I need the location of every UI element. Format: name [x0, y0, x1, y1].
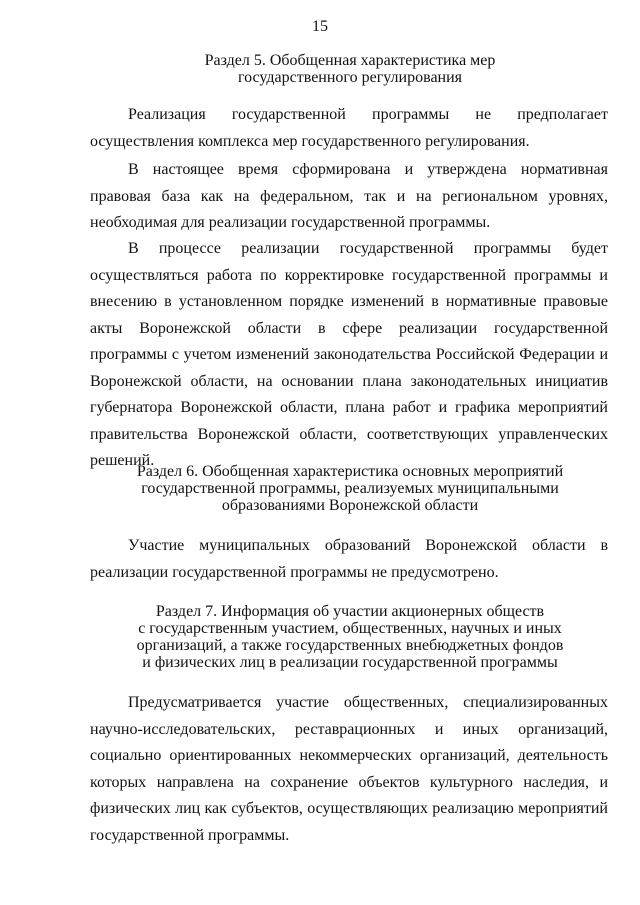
- section-6-paragraph-1: Участие муниципальных образований Воронежской области в реализации государственной программы не предусмотрено.: [90, 537, 608, 581]
- section-5-title-line-1: Раздел 5. Обобщенная характеристика мер: [204, 52, 496, 69]
- section-5-paragraph-3: В процессе реализации государственной программы будет осуществляться работа по корректировке государственной программы и внесению в установленном порядке изменений в нормативные правовые акты Воронежской области в сфере реализации государственной программы с учетом изменений законодательства Российской Федерации и Воронежской области, на основании плана законодательных инициатив губернатора Воронежской области, плана работ и графика мероприятий правительства Воронежской области, соответствующих управленческих решений.: [90, 240, 608, 469]
- section-6-title-line-2: государственной программы, реализуемых муниципальными: [141, 480, 559, 497]
- page-number: 15: [312, 18, 328, 35]
- section-7-title-line-4: и физических лиц в реализации государственной программы: [142, 654, 558, 671]
- section-5-paragraph-1: Реализация государственной программы не предполагает осуществления комплекса мер государственного регулирования.: [90, 106, 608, 150]
- section-7-title-line-3: организаций, а также государственных внебюджетных фондов: [136, 637, 564, 654]
- section-5-paragraph-2: В настоящее время сформирована и утверждена нормативная правовая база как на федеральном, так и на региональном уровнях, необходимая для реализации государственной программы.: [90, 161, 608, 231]
- section-6-title-line-1: Раздел 6. Обобщенная характеристика основных мероприятий: [136, 463, 564, 480]
- section-7-title-line-1: Раздел 7. Информация об участии акционерных обществ: [155, 603, 545, 620]
- section-5-title-line-2: государственного регулирования: [237, 69, 463, 86]
- section-6-heading: [60, 463, 640, 514]
- section-7-title-line-2: с государственным участием, общественных, научных и иных: [138, 620, 562, 637]
- section-6-title-line-3: образованиями Воронежской области: [221, 497, 479, 514]
- section-7-paragraph-1: Предусматривается участие общественных, специализированных научно-исследовательских, реставрационных и иных организаций, социально ориентированных некоммерческих организаций, деятельность которых направлена на сохранение объектов культурного наследия, и физических лиц как субъектов, осуществляющих реализацию мероприятий государственной программы.: [90, 694, 608, 844]
- section-5-heading: [60, 52, 640, 86]
- section-7-heading: [60, 603, 640, 671]
